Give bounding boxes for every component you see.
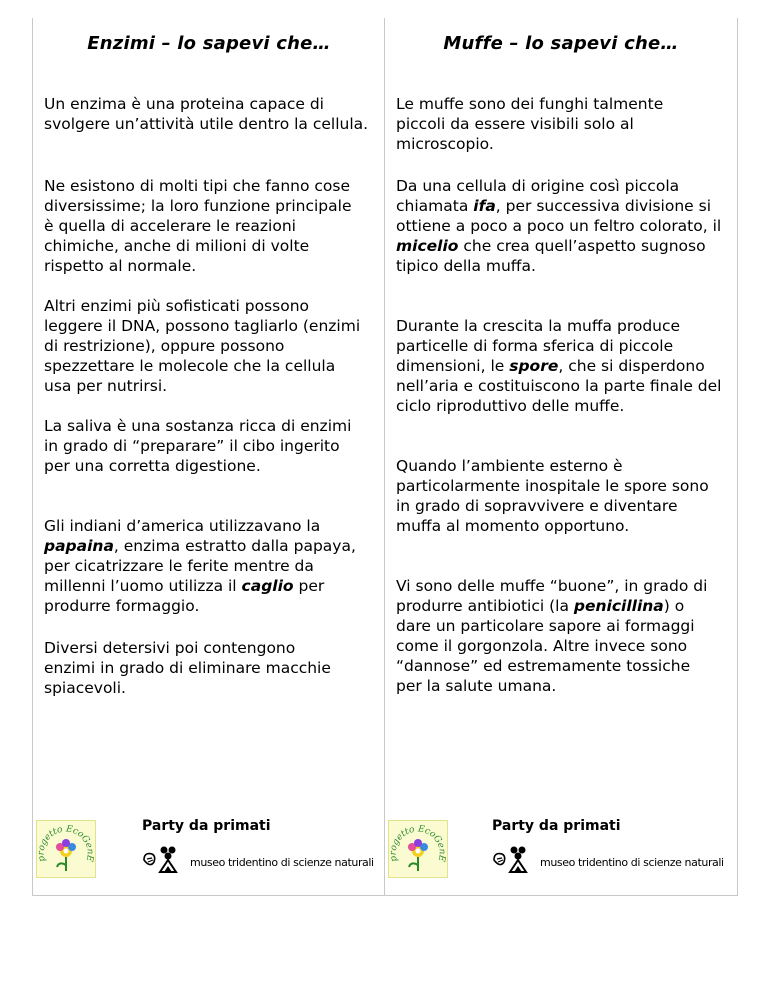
right-footer xyxy=(384,816,724,878)
paragraph-text: Le muffe sono dei funghi talmente piccoli da essere visibili solo al microscopio. xyxy=(396,95,664,153)
muffe-paragraph-1 xyxy=(396,94,716,154)
bold-term: spore xyxy=(509,357,559,375)
paragraph-text: La saliva è una sostanza ricca di enzimi in grado di “preparare” il cibo ingerito per una corretta digestione. xyxy=(44,417,352,475)
bottom-border xyxy=(32,895,738,896)
paragraph-text: Diversi detersivi poi contengono enzimi in grado di eliminare macchie spiacevoli. xyxy=(44,639,331,697)
paragraph-text: , enzima estratto dalla papaya, per cicatrizzare le ferite mentre da millenni l’uomo utilizza il xyxy=(44,537,356,595)
bold-term: penicillina xyxy=(573,597,664,615)
paragraph-text: , per successiva divisione si ottiene a poco a poco un feltro colorato, il xyxy=(396,197,722,235)
bold-term: ifa xyxy=(473,197,496,215)
enzimi-paragraph-6 xyxy=(44,638,344,698)
left-border xyxy=(32,18,33,896)
paragraph-text: Gli indiani d’america utilizzavano la xyxy=(44,517,321,535)
enzimi-paragraph-1 xyxy=(44,94,374,134)
enzimi-title: Enzimi – lo sapevi che… xyxy=(87,33,331,54)
bold-term: papaina xyxy=(44,537,114,555)
paragraph-text: Ne esistono di molti tipi che fanno cose diversissime; la loro funzione principale è quella di accelerare le reazioni chimiche, anche di milioni di volte rispetto al normale. xyxy=(44,177,352,275)
enzimi-paragraph-5 xyxy=(44,516,374,616)
paragraph-text: per produrre formaggio. xyxy=(44,577,325,615)
enzimi-paragraph-4 xyxy=(44,416,364,476)
paragraph-text: Durante la crescita la muffa produce particelle di forma sferica di piccole dimensioni, le xyxy=(396,317,681,375)
enzimi-paragraph-2 xyxy=(44,176,364,276)
museum-logo xyxy=(492,846,722,874)
muffe-paragraph-3 xyxy=(396,316,728,416)
party-title: Party da primati xyxy=(492,818,621,834)
muffe-paragraph-2 xyxy=(396,176,728,276)
museum-logo xyxy=(142,846,372,874)
muffe-paragraph-5 xyxy=(396,576,716,696)
left-footer xyxy=(32,816,372,878)
paragraph-text: Quando l’ambiente esterno è particolarmente inospitale le spore sono in grado di sopravvivere e diventare muffa al momento opportuno. xyxy=(396,457,709,535)
museum-name: museo tridentino di scienze naturali xyxy=(540,856,724,869)
enzimi-paragraph-3 xyxy=(44,296,364,396)
paragraph-text: che crea quell’aspetto sugnoso tipico della muffa. xyxy=(396,237,706,275)
logo-text: progetto EcoGenE xyxy=(37,824,95,863)
flower-logo-icon xyxy=(388,820,448,878)
right-border xyxy=(737,18,738,896)
paragraph-text: , che si disperdono nell’aria e costituiscono la parte finale del ciclo riproduttivo delle muffe. xyxy=(396,357,722,415)
center-divider xyxy=(384,18,385,896)
bold-term: caglio xyxy=(241,577,294,595)
muffe-paragraph-4 xyxy=(396,456,716,536)
museum-name: museo tridentino di scienze naturali xyxy=(190,856,374,869)
flower-logo-icon xyxy=(36,820,96,878)
brochure xyxy=(32,18,738,896)
paragraph-text: Altri enzimi più sofisticati possono leggere il DNA, possono tagliarlo (enzimi di restrizione), oppure possono spezzettare le molecole che la cellula usa per nutrirsi. xyxy=(44,297,361,395)
paragraph-text: Un enzima è una proteina capace di svolgere un’attività utile dentro la cellula. xyxy=(44,95,369,133)
paragraph-text: Vi sono delle muffe “buone”, in grado di produrre antibiotici (la xyxy=(396,577,708,615)
paragraph-text: Da una cellula di origine così piccola chiamata xyxy=(396,177,680,215)
bold-term: micelio xyxy=(396,237,459,255)
museum-logo-icon xyxy=(492,846,536,874)
party-title: Party da primati xyxy=(142,818,271,834)
muffe-title: Muffe – lo sapevi che… xyxy=(443,33,679,54)
logo-text: progetto EcoGenE xyxy=(389,824,447,863)
paragraph-text: ) o dare un particolare sapore ai formaggi come il gorgonzola. Altre invece sono “dannose” ed estremamente tossiche per la salute umana. xyxy=(396,597,695,695)
museum-logo-icon xyxy=(142,846,186,874)
